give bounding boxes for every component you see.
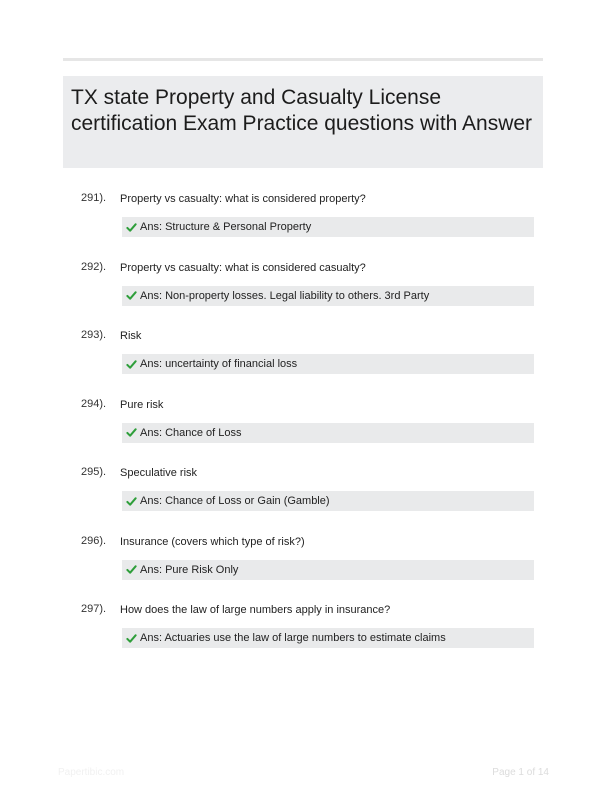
question-text: Speculative risk [120,467,198,479]
question-text: Insurance (covers which type of risk?) [120,535,305,548]
question-item [81,535,537,604]
question-text: Pure risk [120,398,164,411]
title-banner [63,76,543,168]
check-icon [126,564,137,575]
check-icon [126,496,137,507]
question-number: 293). [81,329,107,341]
check-icon [126,427,137,438]
check-icon [126,222,137,233]
question-number: 297). [81,603,107,615]
answer-text: Ans: Non-property losses. Legal liability to others. 3rd Party [140,289,430,302]
question-text: Property vs casualty: what is considered property? [120,193,366,205]
check-icon [126,633,137,644]
question-number: 292). [81,260,107,273]
answer-box [122,423,534,443]
watermark: Papertibic.com [58,767,125,778]
answer-box [122,560,534,580]
answer-box [122,628,534,648]
question-number: 294). [81,397,107,410]
question-item [81,329,537,398]
answer-text: Ans: Pure Risk Only [140,563,239,576]
check-icon [126,359,137,370]
question-item [81,192,537,261]
answer-text: Ans: Structure & Personal Property [140,221,312,233]
question-number: 296). [81,534,107,547]
question-number: 295). [81,466,107,478]
question-text: Risk [120,330,142,342]
answer-text: Ans: Chance of Loss or Gain (Gamble) [140,495,330,507]
answer-text: Ans: uncertainty of financial loss [140,358,298,370]
top-divider [63,58,543,61]
answer-box [122,354,534,374]
question-list [81,192,537,672]
answer-box [122,217,534,237]
answer-box [122,491,534,511]
answer-text: Ans: Actuaries use the law of large numbers to estimate claims [140,632,446,644]
check-icon [126,290,137,301]
page-indicator: Page 1 of 14 [492,767,549,778]
question-text: Property vs casualty: what is considered casualty? [120,261,366,274]
question-item [81,398,537,467]
page-title: TX state Property and Casualty License certification Exam Practice questions with Answer [71,86,533,135]
answer-text: Ans: Chance of Loss [140,426,242,439]
question-number: 291). [81,192,107,204]
question-text: How does the law of large numbers apply in insurance? [120,604,391,616]
question-item [81,466,537,535]
question-item [81,261,537,330]
answer-box [122,286,534,306]
question-item [81,603,537,672]
